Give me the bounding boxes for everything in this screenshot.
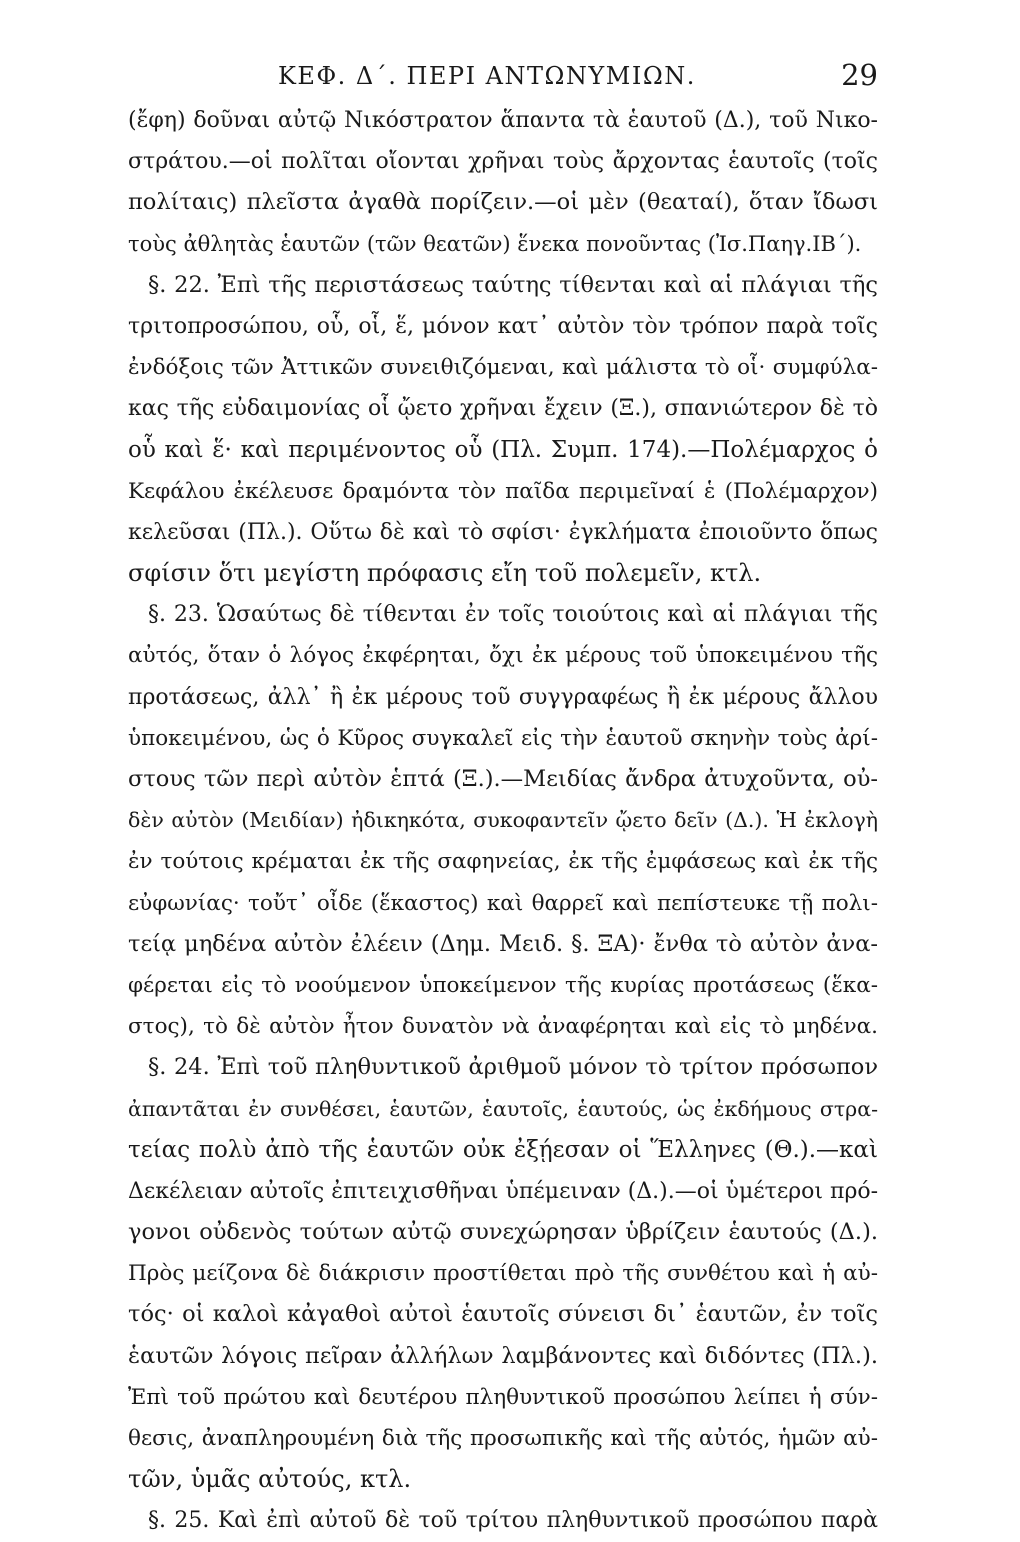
text-line: τείᾳ μηδένα αὐτὸν ἐλέειν (Δημ. Μειδ. §. ΞΑ)· ἔνθα τὸ αὐτὸν ἀνα- (128, 930, 878, 957)
text-line: ὑποκειμένου, ὡς ὁ Κῦρος συγκαλεῖ εἰς τὴν ἑαυτοῦ σκηνὴν τοὺς ἀρί- (128, 725, 878, 751)
text-line: φέρεται εἰς τὸ νοούμενον ὑποκείμενον τῆς κυρίας προτάσεως (ἕκα- (128, 972, 878, 998)
text-line: τοὺς ἀθλητὰς ἑαυτῶν (τῶν θεατῶν) ἕνεκα πονοῦντας (Ἰσ.Παηγ.ΙΒ΄). (128, 231, 862, 256)
text-line: κας τῆς εὐδαιμονίας οἷ ᾤετο χρῆναι ἔχειν (Ξ.), σπανιώτερον δὲ τὸ (128, 396, 878, 422)
text-line: κελεῦσαι (Πλ.). Οὕτω δὲ καὶ τὸ σφίσι· ἐγκλήματα ἐποιοῦντο ὅπως (128, 519, 878, 545)
text-line: πολίταις) πλεῖστα ἀγαθὰ πορίζειν.—οἱ μὲν (θεαταί), ὅταν ἴδωσι (128, 189, 878, 216)
text-line: στους τῶν περὶ αὐτὸν ἑπτά (Ξ.).—Μειδίας ἄνδρα ἀτυχοῦντα, οὐ- (128, 766, 878, 792)
text-line: Δεκέλειαν αὐτοῖς ἐπιτειχισθῆναι ὑπέμειναν (Δ.).—οἱ ὑμέτεροι πρό- (128, 1178, 879, 1204)
text-line: τριτοπροσώπου, οὗ, οἷ, ἕ, μόνον κατ᾽ αὐτὸν τὸν τρόπον παρὰ τοῖς (128, 313, 878, 339)
page-number: 29 (841, 58, 878, 92)
text-line: σφίσιν ὅτι μεγίστη πρόφασις εἴη τοῦ πολεμεῖν, κτλ. (128, 559, 762, 588)
text-line: αὐτός, ὅταν ὁ λόγος ἐκφέρηται, ὄχι ἐκ μέρους τοῦ ὑποκειμένου τῆς (128, 643, 878, 669)
text-line: Κεφάλου ἐκέλευσε δραμόντα τὸν παῖδα περιμεῖναί ἑ (Πολέμαρχον) (128, 478, 878, 504)
text-line: Πρὸς μείζονα δὲ διάκρισιν προστίθεται πρὸ τῆς συνθέτου καὶ ἡ αὐ- (128, 1261, 878, 1287)
text-line: δὲν αὐτὸν (Μειδίαν) ἠδικηκότα, συκοφαντεῖν ᾤετο δεῖν (Δ.). Ἡ ἐκλογὴ (128, 808, 878, 833)
text-line: τῶν, ὑμᾶς αὐτούς, κτλ. (128, 1465, 412, 1494)
text-line: στος), τὸ δὲ αὐτὸν ἦτον δυνατὸν νὰ ἀναφέρηται καὶ εἰς τὸ μηδένα. (128, 1014, 878, 1040)
text-line: γονοι οὐδενὸς τούτων αὐτῷ συνεχώρησαν ὑβρίζειν ἑαυτούς (Δ.). (128, 1219, 878, 1246)
text-line: θεσις, ἀναπληρουμένη διὰ τῆς προσωπικῆς καὶ τῆς αὐτός, ἡμῶν αὐ- (128, 1426, 878, 1451)
text-line: τός· οἱ καλοὶ κἀγαθοὶ αὐτοὶ ἑαυτοῖς σύνεισι δι᾽ ἑαυτῶν, ἐν τοῖς (128, 1301, 878, 1328)
running-title: ΚΕΦ. Δ΄. ΠΕΡΙ ΑΝΤΩΝΥΜΙΩΝ. (278, 62, 696, 90)
body-text (128, 100, 878, 1542)
section-24-start: §. 24. Ἐπὶ τοῦ πληθυντικοῦ ἀριθμοῦ μόνον τὸ τρίτον πρόσωπον (148, 1054, 878, 1081)
text-line: στράτου.—οἱ πολῖται οἴονται χρῆναι τοὺς ἄρχοντας ἑαυτοῖς (τοῖς (128, 149, 878, 175)
text-line: προτάσεως, ἀλλ᾽ ἢ ἐκ μέρους τοῦ συγγραφέως ἢ ἐκ μέρους ἄλλου (128, 684, 878, 710)
running-head (128, 58, 878, 98)
text-line: (ἔφη) δοῦναι αὐτῷ Νικόστρατον ἅπαντα τὰ ἑαυτοῦ (Δ.), τοῦ Νικο- (128, 108, 878, 133)
text-line: ἑαυτῶν λόγοις πεῖραν ἀλλήλων λαμβάνοντες καὶ διδόντες (Πλ.). (128, 1342, 878, 1369)
text-line: τείας πολὺ ἀπὸ τῆς ἑαυτῶν οὐκ ἐξῄεσαν οἱ Ἕλληνες (Θ.).—καὶ (128, 1136, 878, 1163)
text-line: Ἐπὶ τοῦ πρώτου καὶ δευτέρου πληθυντικοῦ προσώπου λείπει ἡ σύν- (128, 1384, 878, 1410)
section-22-start: §. 22. Ἐπὶ τῆς περιστάσεως ταύτης τίθενται καὶ αἱ πλάγιαι τῆς (148, 271, 878, 298)
text-line: ἀπαντᾶται ἐν συνθέσει, ἑαυτῶν, ἑαυτοῖς, ἑαυτούς, ὡς ἐκδήμους στρα- (128, 1096, 878, 1121)
text-line: οὗ καὶ ἕ· καὶ περιμένοντος οὗ (Πλ. Συμπ. 174).—Πολέμαρχος ὁ (128, 436, 878, 463)
text-line: ἐνδόξοις τῶν Ἀττικῶν συνειθιζόμεναι, καὶ μάλιστα τὸ οἷ· συμφύλα- (128, 355, 878, 381)
text-line: ἐν τούτοις κρέμαται ἐκ τῆς σαφηνείας, ἐκ τῆς ἐμφάσεως καὶ ἐκ τῆς (128, 849, 878, 875)
section-23-start: §. 23. Ὡσαύτως δὲ τίθενται ἐν τοῖς τοιούτοις καὶ αἱ πλάγιαι τῆς (148, 602, 878, 628)
section-25-start: §. 25. Καὶ ἐπὶ αὐτοῦ δὲ τοῦ τρίτου πληθυντικοῦ προσώπου παρὰ (148, 1508, 878, 1534)
text-line: εὐφωνίας· τοὔτ᾽ οἶδε (ἕκαστος) καὶ θαρρεῖ καὶ πεπίστευκε τῇ πολι- (128, 890, 878, 916)
